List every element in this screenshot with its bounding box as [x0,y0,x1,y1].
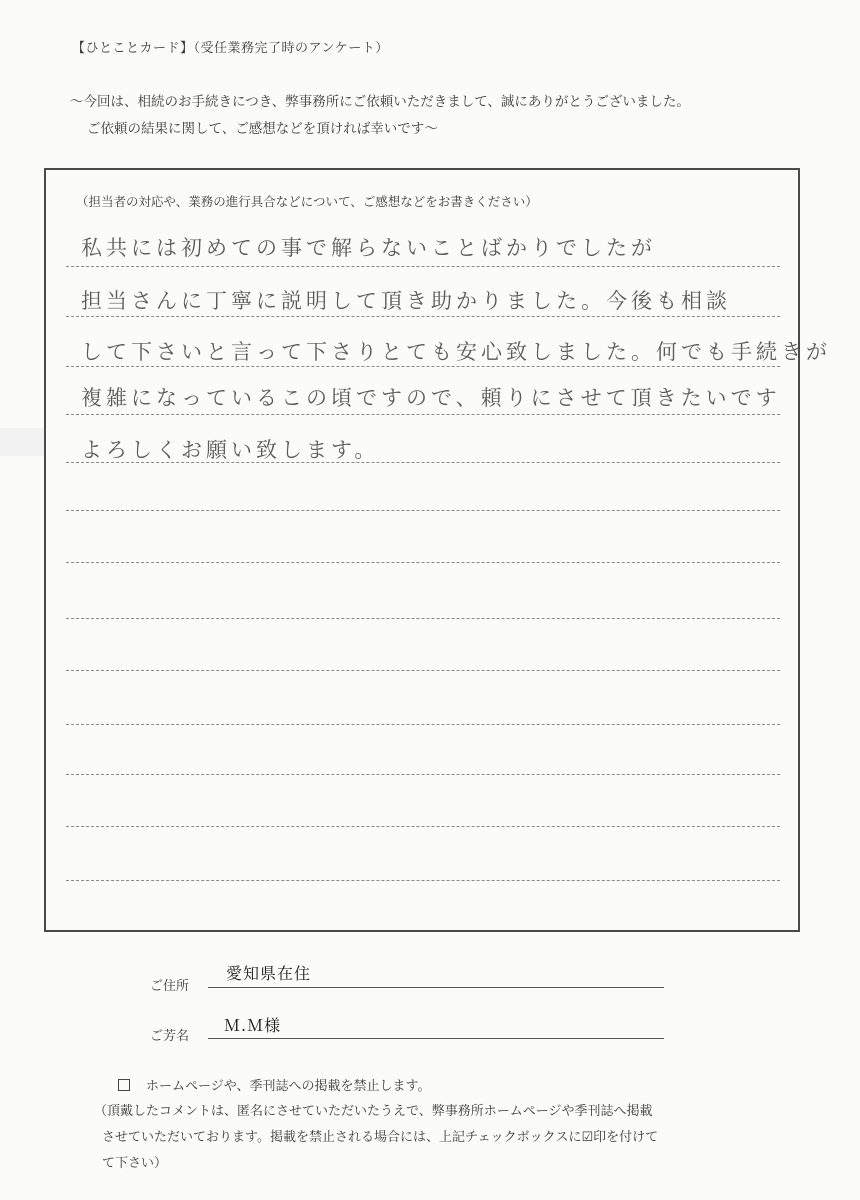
name-value[interactable]: Ｍ.Ｍ様 [224,1016,282,1035]
dashed-rule [66,366,780,367]
address-value[interactable]: 愛知県在住 [226,964,312,983]
name-underline [208,1038,664,1039]
dashed-rule [66,316,780,317]
handwritten-line: して下さいと言って下さりとても安心致しました。何でも手続きが [81,340,831,364]
no-publish-checkbox[interactable] [118,1079,130,1091]
dashed-rule [66,510,780,511]
no-publish-label: ホームページや、季刊誌への掲載を禁止します。 [146,1079,431,1094]
dashed-rule [66,826,780,827]
intro-line-1: ～今回は、相続のお手続きにつき、弊事務所にご依頼いただきまして、誠にありがとうございました。 [70,94,690,110]
comment-box [44,168,831,932]
dashed-rule [66,774,780,775]
handwritten-line: 担当さんに丁寧に説明して頂き助かりました。今後も相談 [81,289,731,313]
handwritten-line: 複雑になっているこの頃ですので、頼りにさせて頂きたいです [81,386,781,410]
dashed-rule [66,562,780,563]
scan-edge-mark [0,428,44,456]
fine-line-1: （頂戴したコメントは、匿名にさせていただいたうえで、弊事務所ホームページや季刊誌へ掲載 [94,1104,653,1119]
address-underline [208,987,664,988]
fine-line-2: させていただいております。掲載を禁止される場合には、上記チェックボックスに☑印を付けて [102,1130,659,1145]
check-mark-icon: ☑ [581,1130,594,1145]
dashed-rule [66,880,780,881]
dashed-rule [66,266,780,267]
intro-text [70,89,690,143]
handwritten-line: 私共には初めての事で解らないことばかりでしたが [81,236,656,260]
dashed-rule [66,414,780,415]
name-label: ご芳名 [150,1029,190,1044]
handwritten-line: よろしくお願い致します。 [81,438,380,462]
dashed-rule [66,670,780,671]
comment-instruction: （担当者の対応や、業務の進行具合などについて、ご感想などをお書きください） [76,194,538,209]
dashed-rule [66,724,780,725]
intro-line-2: ご依頼の結果に関して、ご感想などを頂ければ幸いです～ [87,121,438,137]
publish-notice [118,1075,430,1094]
fine-line-3: て下さい） [102,1156,168,1171]
dashed-rule [66,618,780,619]
card-title: 【ひとことカード】（受任業務完了時のアンケート） [72,41,389,56]
address-label: ご住所 [150,979,190,994]
fine-print [94,1099,794,1177]
